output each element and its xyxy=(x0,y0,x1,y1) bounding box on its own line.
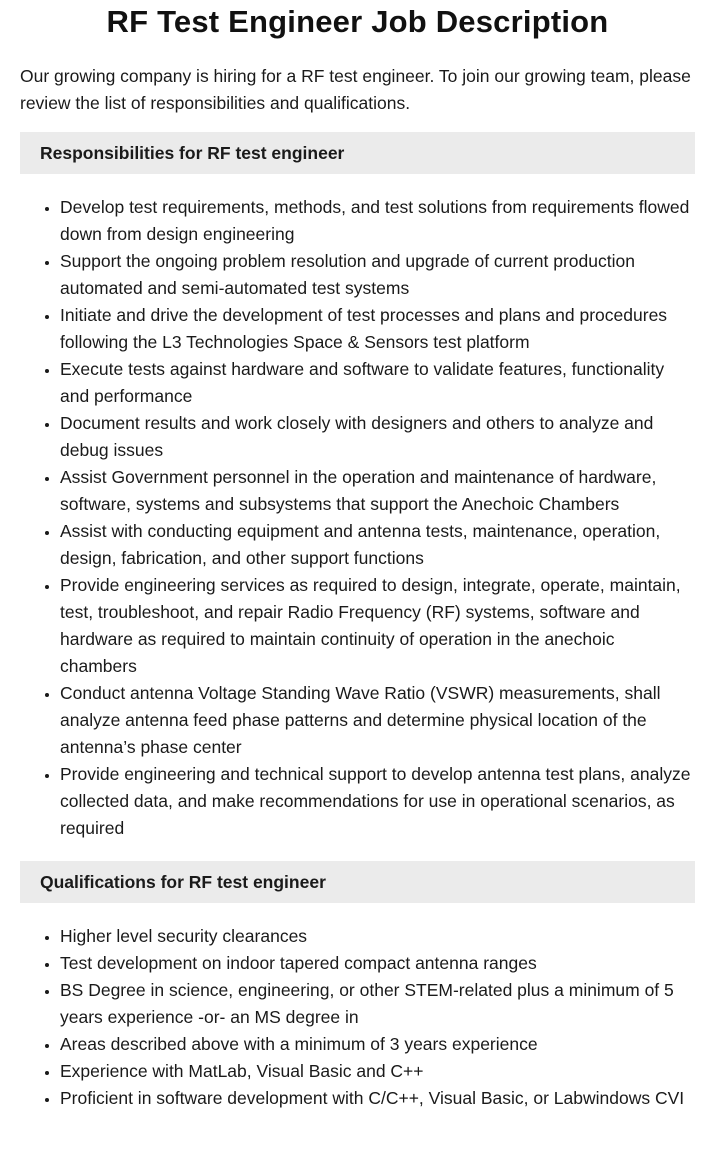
list-item: • Higher level security clearances xyxy=(60,923,695,950)
responsibilities-section xyxy=(20,132,695,842)
list-item: • Test development on indoor tapered compact antenna ranges xyxy=(60,950,695,977)
list-item: • Assist Government personnel in the operation and maintenance of hardware, software, systems and subsystems that support the Anechoic Chambers xyxy=(60,464,695,518)
list-item: • BS Degree in science, engineering, or other STEM-related plus a minimum of 5 years experience -or- an MS degree in xyxy=(60,977,695,1031)
list-item: • Provide engineering services as required to design, integrate, operate, maintain, test, troubleshoot, and repair Radio Frequency (RF) systems, software and hardware as required to maintain continuity of operation in the anechoic chambers xyxy=(60,572,695,680)
list-item: • Assist with conducting equipment and antenna tests, maintenance, operation, design, fabrication, and other support functions xyxy=(60,518,695,572)
list-item: • Execute tests against hardware and software to validate features, functionality and performance xyxy=(60,356,695,410)
list-item: • Proficient in software development with C/C++, Visual Basic, or Labwindows CVI xyxy=(60,1085,695,1112)
intro-paragraph: Our growing company is hiring for a RF test engineer. To join our growing team, please review the list of responsibilities and qualifications. xyxy=(20,66,691,113)
page-title: RF Test Engineer Job Description xyxy=(106,4,609,39)
qualifications-header: Qualifications for RF test engineer xyxy=(20,861,695,903)
list-item: • Support the ongoing problem resolution and upgrade of current production automated and semi-automated test systems xyxy=(60,248,695,302)
list-item: • Initiate and drive the development of test processes and plans and procedures following the L3 Technologies Space & Sensors test platform xyxy=(60,302,695,356)
qualifications-list xyxy=(20,923,695,1112)
list-item: • Document results and work closely with designers and others to analyze and debug issues xyxy=(60,410,695,464)
list-item: • Provide engineering and technical support to develop antenna test plans, analyze collected data, and make recommendations for use in operational scenarios, as required xyxy=(60,761,695,842)
list-item: • Conduct antenna Voltage Standing Wave Ratio (VSWR) measurements, shall analyze antenna feed phase patterns and determine physical location of the antenna’s phase center xyxy=(60,680,695,761)
qualifications-section xyxy=(20,861,695,1112)
list-item: • Areas described above with a minimum of 3 years experience xyxy=(60,1031,695,1058)
list-item: • Develop test requirements, methods, and test solutions from requirements flowed down from design engineering xyxy=(60,194,695,248)
responsibilities-list xyxy=(20,194,695,842)
list-item: • Experience with MatLab, Visual Basic and C++ xyxy=(60,1058,695,1085)
responsibilities-header: Responsibilities for RF test engineer xyxy=(20,132,695,174)
